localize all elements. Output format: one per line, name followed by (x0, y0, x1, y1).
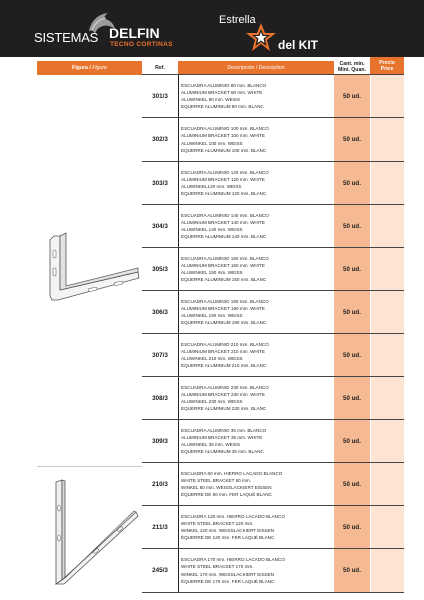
description-line: ALUWINKEL 230 mm. WEISS (181, 399, 243, 404)
description-line: WINKEL 170 mm. WEISSLACKIERT EISSEN (181, 571, 275, 577)
product-ref: 303/3 (142, 162, 178, 204)
column-header-qty-line1: Cant. min. (339, 61, 365, 67)
description-line: WHITE STEEL BRACKET 120 mm. (181, 520, 254, 526)
product-ref: 307/3 (142, 334, 178, 376)
description-line: ESCUADRA ALUMINIO 230 mm. BLANCO (181, 384, 269, 390)
description-line: ALUMINIUM BRACKET 100 mm. WHITE (181, 133, 265, 139)
product-price-cell (370, 248, 404, 290)
brand-delfin: DELFIN (109, 25, 160, 41)
description-line: EQUERRE ALUMINIUM 35 mm. BLANC (181, 449, 264, 455)
steel-bracket-image (38, 478, 142, 588)
product-min-quantity: 50 ud. (334, 248, 370, 290)
product-ref: 210/3 (142, 463, 178, 505)
description-line: ALUWINKEL 140 mm. WEISS (181, 227, 243, 232)
description-line: EQUERRE ALUMINIUM 140 mm. BLANC (181, 234, 267, 240)
figure-divider (37, 466, 142, 467)
description-line: WINKEL 120 mm. WEISSLACKIERT EISSEN (181, 528, 275, 533)
description-line: ALUWINKEL 80 mm. WEISS (181, 97, 241, 102)
product-description (178, 118, 334, 161)
column-header-price-line1: Precio (379, 60, 395, 66)
description-line: WHITE STEEL BRACKET 170 mm. (181, 564, 254, 570)
description-line: ESCUADRA 60 mm. HIERRO LACADO BLANCO (181, 470, 283, 476)
product-description (178, 549, 334, 592)
del-kit-label: del KIT (278, 38, 319, 52)
catalog-header (0, 0, 424, 57)
product-ref: 302/3 (142, 118, 178, 161)
product-description (178, 506, 334, 548)
product-min-quantity: 50 ud. (334, 205, 370, 247)
description-line: EQUERRE ALUMINIUM 230 mm. BLANC (181, 406, 267, 412)
column-header-min-quantity (334, 59, 370, 75)
product-ref: 308/3 (142, 377, 178, 419)
product-ref: 309/3 (142, 420, 178, 462)
product-price-cell (370, 118, 404, 161)
product-min-quantity: 50 ud. (334, 334, 370, 376)
description-line: ALUWINKEL 100 mm. WEISS (181, 140, 243, 146)
column-header-price (370, 57, 404, 75)
description-line: ALUWINKEL 35 mm. WEISS (181, 442, 241, 447)
description-line: ALUMINIUM BRACKET 120 mm. WHITE (181, 176, 265, 182)
product-min-quantity: 50 ud. (334, 162, 370, 204)
brand-sistemas: SISTEMAS (34, 30, 99, 45)
product-min-quantity: 50 ud. (334, 377, 370, 419)
description-line: ALUWINKEL 150 mm. WEISS (181, 270, 243, 275)
product-price-cell (370, 420, 404, 462)
product-price-cell (370, 291, 404, 333)
description-line: ALUMINIUM BRACKET 35 mm. WHITE (181, 434, 263, 440)
description-line: ESCUADRA 120 mm. HIERRO LACADO BLANCO (181, 513, 285, 519)
product-min-quantity: 50 ud. (334, 420, 370, 462)
description-line: ESCUADRA ALUMINIO 140 mm. BLANCO (181, 212, 269, 218)
description-line: ALUMINIUM BRACKET 230 mm. WHITE (181, 391, 265, 397)
product-min-quantity: 50 ud. (334, 463, 370, 505)
product-price-cell (370, 506, 404, 548)
description-line: ALUWINKEL 190 mm. WEISS (181, 313, 243, 318)
column-header-figure-en: Figure (92, 65, 107, 71)
description-line: ESCUADRA ALUMINIO 210 mm. BLANCO (181, 341, 269, 347)
product-description (178, 205, 334, 247)
description-line: ESCUADRA ALUMINIO 80 mm. BLANCO (181, 82, 267, 88)
description-line: WINKEL 60 mm. WEISSLACKIERT EISSEN (181, 485, 272, 490)
product-min-quantity: 50 ud. (334, 291, 370, 333)
product-price-cell (370, 205, 404, 247)
aluminium-bracket-image (40, 228, 140, 306)
product-description (178, 248, 334, 290)
star-kit-icon (243, 22, 279, 54)
product-description (178, 334, 334, 376)
description-line: ALUWINKEL120 mm. WEISS (181, 184, 242, 189)
product-min-quantity: 50 ud. (334, 549, 370, 592)
product-description (178, 463, 334, 505)
product-price-cell (370, 377, 404, 419)
product-ref: 301/3 (142, 75, 178, 117)
product-ref: 306/3 (142, 291, 178, 333)
product-price-cell (370, 463, 404, 505)
description-line: EQUERRE ALUMINIUM 190 mm. BLANC (181, 320, 267, 326)
description-line: ALUWINKEL 210 mm. WEISS (181, 356, 243, 361)
description-line: EQUERRE ALUMINIUM 210 mm. BLANC (181, 363, 267, 369)
product-min-quantity: 50 ud. (334, 75, 370, 117)
column-header-price-line2: Price (380, 66, 394, 72)
product-description (178, 377, 334, 419)
description-line: ÉQUERRE DE 60 mm. FER LAQUÉ BLANC (181, 492, 272, 498)
description-line: EQUERRE ALUMINIUM 80 mm. BLANC (181, 104, 264, 110)
product-price-cell (370, 162, 404, 204)
column-header-description: Descripción / Description (178, 61, 334, 75)
description-line: ESCUADRA ALUMINIO 150 mm. BLANCO (181, 255, 269, 261)
column-header-figure: Figura / Figure (37, 61, 142, 75)
column-header-figure-es: Figura (72, 65, 88, 71)
description-line: ÉQUERRE DE 120 mm. FER LAQUÉ BLANC (181, 535, 275, 541)
description-line: ÉQUERRE DE 170 mm. FER LAQUÉ BLANC (181, 578, 275, 584)
description-line: EQUERRE ALUMINIUM 120 mm. BLANC (181, 191, 267, 197)
description-line: WHITE STEEL BRACKET 60 mm. (181, 477, 251, 483)
product-ref: 245/3 (142, 549, 178, 592)
product-description (178, 420, 334, 462)
description-line: ESCUADRA ALUMINIO 35 mm. BLANCO (181, 427, 267, 433)
description-line: ALUMINIUM BRACKET 210 mm. WHITE (181, 348, 265, 354)
product-price-cell (370, 549, 404, 592)
product-description (178, 75, 334, 117)
product-ref: 304/3 (142, 205, 178, 247)
product-price-cell (370, 75, 404, 117)
product-min-quantity: 50 ud. (334, 506, 370, 548)
estrella-label: Estrella (219, 14, 256, 26)
brand-tagline: TECNO CORTINAS (110, 41, 173, 48)
description-line: ESCUADRA ALUMINIO 190 mm. BLANCO (181, 298, 269, 304)
description-line: ALUMINIUM BRACKET 140 mm. WHITE (181, 219, 265, 225)
description-line: EQUERRE ALUMINIUM 150 mm. BLANC (181, 277, 267, 283)
column-header-qty-line2: Mini. Quan. (338, 67, 366, 73)
product-ref: 305/3 (142, 248, 178, 290)
description-line: ALUMINIUM BRACKET 150 mm. WHITE (181, 262, 265, 268)
description-line: ESCUADRA 170 mm. HIERRO LACADO BLANCO (181, 557, 285, 563)
product-description (178, 291, 334, 333)
row-separator (142, 592, 404, 593)
column-header-ref: Ref. (142, 61, 178, 75)
description-line: ESCUADRA ALUMINIO 120 mm. BLANCO (181, 169, 269, 175)
description-line: ALUMINIUM BRACKET 190 mm. WHITE (181, 305, 265, 311)
product-price-cell (370, 334, 404, 376)
product-ref: 211/3 (142, 506, 178, 548)
product-description (178, 162, 334, 204)
description-line: ESCUADRA ALUMINIO 100 mm. BLANCO (181, 126, 269, 132)
product-min-quantity: 50 ud. (334, 118, 370, 161)
description-line: ALUMINIUM BRACKET 80 mm. WHITE (181, 89, 263, 95)
description-line: EQUERRE ALUMINIUM 100 mm. BLANC (181, 147, 267, 153)
